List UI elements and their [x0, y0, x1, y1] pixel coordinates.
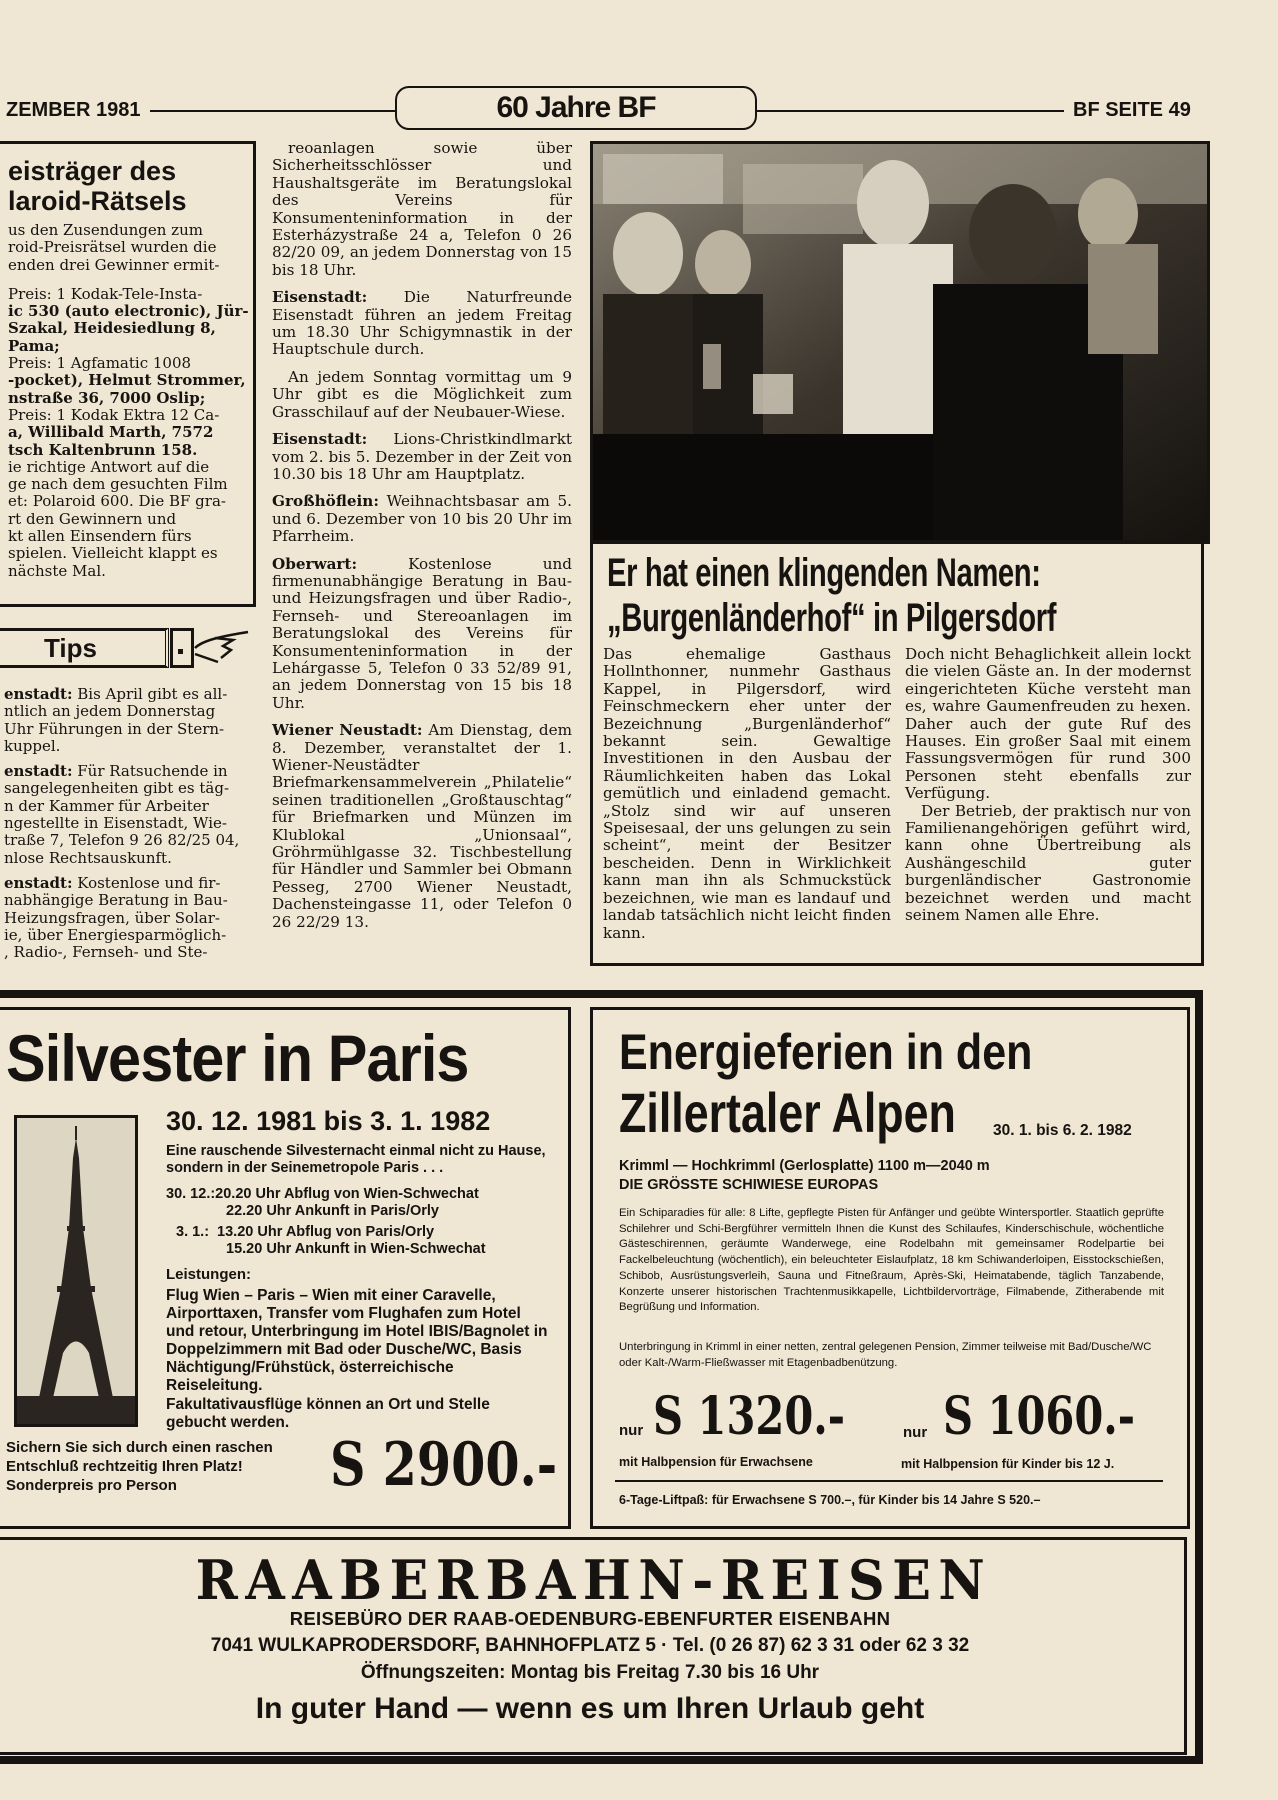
ski-label-adult: mit Halbpension für Erwachsene	[619, 1455, 813, 1469]
quiz-title-1: eisträger des	[8, 156, 177, 186]
feature-text-right	[905, 646, 1191, 925]
quiz-line: ic 530 (auto electronic), Jür-	[8, 302, 249, 321]
tips-text	[4, 686, 254, 961]
header-rule-left	[150, 110, 395, 112]
quiz-line: enden drei Gewinner ermit-	[8, 255, 220, 274]
eiffel-tower-icon	[17, 1118, 135, 1424]
quiz-title-2: laroid-Rätsels	[8, 186, 187, 216]
restaurant-photo-image	[593, 144, 1207, 541]
restaurant-photo	[590, 141, 1210, 544]
quiz-line: rt den Gewinnern und	[8, 509, 177, 528]
paris-ad-cta-3: Sonderpreis pro Person	[6, 1477, 177, 1494]
ski-ad-tagline: DIE GRÖSSTE SCHIWIESE EUROPAS	[619, 1177, 879, 1193]
ski-ad-description: Ein Schiparadies für alle: 8 Lifte, gepflegte Pisten für Anfänger und geübte Wintersportler. Staatlich geprüfte Schilehrer und Schi-Bergführer vermitteln Ihnen die Kunst des Schilaufes, Kinderschischule, wöchentliche Gästeschirennen, geräumte Wanderwege, eine Rodelbahn mit gemeinsamer Rodelpartie bei Fackelbeleuchtung (wöchentlich), ein beleuchteter Eislaufplatz, 18 km Schiwanderloipen, Eisstockschießen, Schibob, Ausrüstungsverleih, Sauna und Fitneßraum, Après-Ski, Heimatabende, täglich Tanzabende, Konzerte unserer historischen Trachtenmusikkapelle, Lichtbildervorträge, Filmabende, Zitherabende mit Begrüßung und Information.	[619, 1207, 1164, 1314]
quiz-winners-box	[0, 141, 256, 607]
event-paragraph: reoanlagen sowie über Sicherheitsschlösser und Haushaltsgeräte im Beratungslokal des Vereins für Konsumenteninformation in der Esterházystraße 24 a, Telefon 0 26 82/20 09, an jedem Donnerstag von 15 bis 18 Uhr.	[272, 139, 572, 279]
agency-slogan: In guter Hand — wenn es um Ihren Urlaub geht	[255, 1692, 925, 1725]
tips-pointer-box	[170, 628, 194, 668]
event-paragraph: Großhöflein: Weihnachtsbasar am 5. und 6. Dezember von 10 bis 20 Uhr im Pfarrheim.	[272, 492, 572, 546]
flight2-outbound: 13.20 Uhr Abflug von Paris/Orly	[217, 1224, 435, 1240]
flight1-date: 30. 12.:	[166, 1186, 216, 1202]
tips-line: nabhängige Beratung in Bau-	[4, 891, 228, 910]
event-paragraph: Eisenstadt: Lions-Christkindlmarkt vom 2. bis 5. Dezember in der Zeit von 10.30 bis 18 Uhr am Hauptplatz.	[272, 430, 572, 483]
eiffel-tower-picture	[14, 1115, 138, 1427]
ski-ad-liftpass: 6-Tage-Liftpaß: für Erwachsene S 700.–, für Kinder bis 14 Jahre S 520.–	[619, 1493, 1041, 1507]
agency-box	[0, 1537, 1187, 1755]
tips-title: Tips	[44, 633, 97, 663]
quiz-line: Preis: 1 Kodak-Tele-Insta-	[8, 284, 203, 303]
header-anniversary-box	[395, 86, 757, 130]
paris-ad-leistungen-label: Leistungen:	[166, 1266, 251, 1283]
ski-price-adult: S 1320.-	[653, 1386, 846, 1447]
quiz-line: Preis: 1 Agfamatic 1008	[8, 354, 192, 373]
paris-ad-flights	[166, 1186, 556, 1258]
page-number: BF SEITE 49	[1073, 99, 1191, 121]
ski-price-child: S 1060.-	[943, 1386, 1136, 1447]
tips-line: enstadt: Kostenlose und fir-	[4, 873, 221, 892]
tips-line: enstadt: Bis April gibt es all-	[4, 685, 228, 703]
tips-line: enstadt: Für Ratsuchende in	[4, 762, 228, 781]
quiz-text	[8, 222, 248, 580]
ski-label-child: mit Halbpension für Kinder bis 12 J.	[901, 1457, 1115, 1471]
flight1-outbound: 20.20 Uhr Abflug von Wien-Schwechat	[215, 1186, 479, 1202]
tips-line: ngestellte in Eisenstadt, Wie-	[4, 814, 227, 833]
event-location: Eisenstadt:	[272, 430, 368, 449]
quiz-line: roid-Preisrätsel wurden die	[8, 238, 217, 257]
quiz-line: et: Polaroid 600. Die BF gra-	[8, 492, 226, 511]
flight1-arrival: 22.20 Uhr Ankunft in Paris/Orly	[226, 1203, 439, 1219]
ski-ad-dates: 30. 1. bis 6. 2. 1982	[993, 1122, 1132, 1139]
event-paragraph: Oberwart: Kostenlose und firmenunabhängige Beratung in Bau- und Heizungsfragen und über Radio-, Fernseh- und Stereoanlagen im Beratungslokal des Vereins für Konsumenteninformation in der Lehárgasse 5, Telefon 0 33 52/89 91, an jedem Donnerstag von 15 bis 18 Uhr.	[272, 554, 572, 712]
quiz-line: Preis: 1 Kodak Ektra 12 Ca-	[8, 405, 220, 424]
agency-name: RAABERBAHN-REISEN	[195, 1548, 993, 1612]
quiz-line: nstraße 36, 7000 Oslip;	[8, 388, 206, 407]
tips-line: n der Kammer für Arbeiter	[4, 796, 209, 815]
event-paragraph: An jedem Sonntag vormittag um 9 Uhr gibt es die Möglichkeit zum Grasschilauf auf der Neubauer-Wiese.	[272, 367, 572, 421]
feature-headline-2: „Burgenländerhof“ in Pilgersdorf	[607, 596, 1057, 640]
tips-header	[0, 628, 250, 668]
tip-location: enstadt:	[4, 762, 73, 781]
tips-line: Uhr Führungen in der Stern-	[4, 719, 225, 738]
tips-line: sangelegenheiten gibt es täg-	[4, 779, 230, 798]
price-prefix-adult: nur	[619, 1422, 644, 1439]
price-prefix-child: nur	[903, 1424, 928, 1441]
tips-line: nlose Rechtsauskunft.	[4, 848, 172, 867]
ski-ad-divider	[615, 1480, 1163, 1482]
ski-ad-accommodation: Unterbringung in Krimml in einer netten, zentral gelegenen Pension, Zimmer teilweise mit Bad/Dusche/WC oder Kalt-/Warm-Fließwasser mit Etagenbadbenützung.	[619, 1341, 1152, 1369]
ski-ad-title-1: Energieferien in den	[619, 1024, 1033, 1080]
tips-line: , Radio-, Fernseh- und Ste-	[4, 943, 208, 962]
tips-line: traße 7, Telefon 9 26 82/25 04,	[4, 831, 240, 850]
event-location: Oberwart:	[272, 554, 358, 573]
quiz-line: Pama;	[8, 336, 60, 355]
pointing-hand-icon	[193, 628, 253, 668]
paris-ad-dates: 30. 12. 1981 bis 3. 1. 1982	[166, 1106, 491, 1136]
quiz-line: ge nach dem gesuchten Film	[8, 475, 228, 494]
feature-text-right-1: Doch nicht Behaglichkeit allein lockt die vielen Gäste an. In der modernst eingerichteten Küche versteht man es, wahre Gaumenfreuden zu hexen. Daher auch der gute Ruf des Hauses. Ein großer Saal mit einem Fassungsvermögen für rund 300 Personen steht ebenfalls zur Verfügung.	[905, 645, 1191, 803]
quiz-line: -pocket), Helmut Strommer,	[8, 371, 246, 390]
paris-ad-title: Silvester in Paris	[6, 1021, 469, 1095]
agency-subtitle: REISEBÜRO DER RAAB-OEDENBURG-EBENFURTER EISENBAHN	[289, 1608, 891, 1629]
paris-ad-cta-1: Sichern Sie sich durch einen raschen	[6, 1439, 273, 1456]
quiz-line: tsch Kaltenbrunn 158.	[8, 440, 198, 459]
header-anniversary: 60 Jahre BF	[496, 91, 656, 124]
event-location: Großhöflein:	[272, 492, 379, 511]
quiz-line: spielen. Vielleicht klappt es	[8, 544, 218, 563]
tip-location: enstadt:	[4, 685, 73, 703]
quiz-line: ie richtige Antwort auf die	[8, 457, 210, 476]
paris-ad-price: S 2900.-	[330, 1430, 558, 1500]
event-location: Eisenstadt:	[272, 288, 368, 307]
ski-ad	[590, 1007, 1190, 1529]
tips-line: ntlich an jedem Donnerstag	[4, 702, 216, 721]
event-location: Wiener Neustadt:	[272, 721, 423, 740]
header-rule-right	[757, 110, 1064, 112]
events-column	[272, 140, 572, 931]
ski-ad-title-2: Zillertaler Alpen	[619, 1081, 956, 1144]
feature-text-left: Das ehemalige Gasthaus Hollnthonner, nunmehr Gasthaus Kappel, in Pilgersdorf, wird Feinschmeckern eher unter der Bezeichnung „Burgenländerhof“ bekannt sein. Gewaltige Investitionen in den Ausbau der Räumlichkeiten haben das Lokal gemütlich und einladend gemacht. „Stolz sind wir auf unseren Speisesaal, der uns gelungen zu sein scheint“, meint der Besitzer bescheiden. Denn in Wirklichkeit kann man ihn als Schmuckstück bezeichnen, wie man es landauf und landab tatsächlich nicht leicht finden kann.	[603, 645, 891, 942]
agency-hours: Öffnungszeiten: Montag bis Freitag 7.30 bis 16 Uhr	[360, 1662, 820, 1683]
agency-address: 7041 WULKAPRODERSDORF, BAHNHOFPLATZ 5 · Tel. (0 26 87) 62 3 31 oder 62 3 32	[210, 1635, 970, 1656]
header-date: ZEMBER 1981	[6, 99, 141, 121]
event-paragraph: Wiener Neustadt: Am Dienstag, dem 8. Dezember, veranstaltet der 1. Wiener-Neustädter Briefmarkensammelverein „Philatelie“ seinen traditionellen „Großtauschtag“ für Briefmarken und Münzen im Klublokal „Unionsaal“, Gröhrmühlgasse 32. Tischbestellung für Händler und Sammler bei Obmann Pesseg, 2700 Wiener Neustadt, Dachensteingasse 11, oder Telefon 0 26 22/29 13.	[272, 721, 572, 931]
quiz-line: nächste Mal.	[8, 561, 106, 580]
quiz-line: Szakal, Heidesiedlung 8,	[8, 319, 216, 338]
ski-ad-location: Krimml — Hochkrimml (Gerlosplatte) 1100 m—2040 m	[619, 1158, 990, 1174]
paris-ad-cta	[6, 1438, 273, 1495]
paris-ad-intro: Eine rauschende Silvesternacht einmal nicht zu Hause, sondern in der Seinemetropole Paris . . .	[166, 1143, 546, 1176]
feature-article	[590, 540, 1204, 966]
quiz-line: kt allen Einsendern fürs	[8, 527, 192, 546]
flight2-arrival: 15.20 Uhr Ankunft in Wien-Schwechat	[226, 1241, 486, 1257]
feature-text-right-2: Der Betrieb, der praktisch nur von Familienangehörigen geführt wird, kann ohne Übertreibung als Aushängeschild guter burgenländischer Gastronomie bezeichnet werden und macht seinem Namen alle Ehre.	[905, 801, 1191, 925]
feature-headline-1: Er hat einen klingenden Namen:	[607, 551, 1041, 595]
paris-ad-fakultativ: Fakultativausflüge können an Ort und Stelle gebucht werden.	[166, 1396, 490, 1431]
tips-line: Heizungsfragen, über Solar-	[4, 908, 220, 927]
flight2-date: 3. 1.:	[176, 1224, 210, 1240]
tip-location: enstadt:	[4, 873, 73, 892]
paris-ad-cta-2: Entschluß rechtzeitig Ihren Platz!	[6, 1458, 243, 1475]
event-paragraph: Eisenstadt: Die Naturfreunde Eisenstadt führen an jedem Freitag um 18.30 Uhr Schigymnastik in der Hauptschule durch.	[272, 288, 572, 359]
tips-line: kuppel.	[4, 736, 61, 755]
tips-title-box	[0, 628, 169, 668]
quiz-line: us den Zusendungen zum	[8, 221, 203, 239]
paris-ad-leistungen: Flug Wien – Paris – Wien mit einer Caravelle, Airporttaxen, Transfer vom Flughafen zum Hotel und retour, Unterbringung im Hotel IBIS/Bagnolet in Doppelzimmern mit Bad oder Dusche/WC, Basis Nächtigung/Frühstück, österreichische Reiseleitung.	[166, 1287, 548, 1394]
paris-ad	[0, 1007, 571, 1529]
tips-line: ie, über Energiesparmöglich-	[4, 925, 227, 944]
quiz-line: a, Willibald Marth, 7572	[8, 423, 214, 442]
